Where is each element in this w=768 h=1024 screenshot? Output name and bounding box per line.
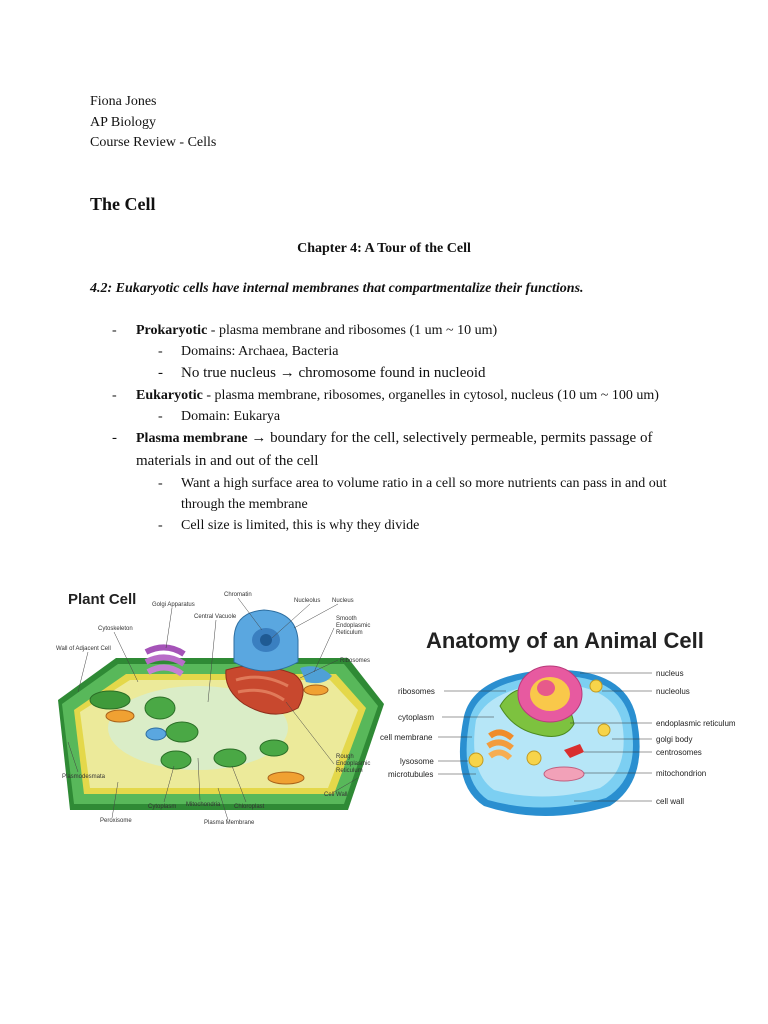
lysosome-shape (598, 724, 610, 736)
bullet-list (90, 320, 690, 536)
label-cell-wall: cell wall (656, 797, 685, 806)
chloroplast-shape (260, 740, 288, 756)
svg-text:Reticulum: Reticulum (336, 630, 363, 636)
label-cytoplasm: cytoplasm (398, 713, 435, 722)
svg-text:Endoplasmic: Endoplasmic (336, 623, 371, 629)
course-name: AP Biology (90, 114, 156, 130)
lysosome-shape (527, 751, 541, 765)
label-cytoskeleton: Cytoskeleton (98, 626, 133, 632)
label-chloroplast: Chloroplast (234, 804, 265, 810)
chapter-heading: Chapter 4: A Tour of the Cell (297, 241, 471, 256)
sub-item: - Domain: Eukarya (158, 409, 281, 424)
label-plasma-membrane: Plasma Membrane (204, 820, 255, 826)
label-mitochondrion: mitochondrion (656, 769, 707, 778)
label-cytoplasm: Cytoplasm (148, 804, 177, 810)
label-microtubules: microtubules (388, 770, 434, 779)
svg-text:Reticulum: Reticulum (336, 768, 363, 774)
label-plasmodesmata: Plasmodesmata (62, 774, 106, 780)
label-ribosomes: Ribosomes (340, 658, 371, 664)
mitochondria-shape (304, 685, 328, 695)
sub-item: - Cell size is limited, this is why they divide (158, 518, 420, 533)
sub-item: - Want a high surface area to volume ratio in a cell so more nutrients can pass in and out through the membrane (158, 476, 667, 512)
mitochondria-shape (106, 710, 134, 722)
label-wall-adjacent: Wall of Adjacent Cell (56, 646, 111, 652)
list-item-plasma-membrane: - Plasma membrane → boundary for the cell, selectively permeable, permits passage of materials in and out of the cell (112, 430, 653, 469)
mitochondria-shape (268, 772, 304, 784)
label-chromatin: Chromatin (224, 592, 252, 598)
list-item-eukaryotic: - Eukaryotic - plasma membrane, ribosomes, organelles in cytosol, nucleus (10 um ~ 100 um) (112, 388, 659, 403)
label-central-vacuole: Central Vacuole (194, 614, 237, 620)
term-eukaryotic: Eukaryotic (136, 388, 203, 403)
chloroplast-shape (90, 691, 130, 709)
label-lysosome: lysosome (400, 757, 434, 766)
plant-cell-title: Plant Cell (68, 591, 137, 608)
animal-cell-figure (374, 620, 754, 830)
lysosome-shape (469, 753, 483, 767)
label-smooth-er: Smooth (336, 616, 357, 622)
label-cell-wall: Cell Wall (324, 792, 348, 798)
nucleus-shape (234, 610, 298, 671)
nucleus-shape (518, 666, 582, 722)
label-cell-membrane: cell membrane (380, 733, 433, 742)
label-ribosomes: ribosomes (398, 687, 435, 696)
chloroplast-shape (161, 751, 191, 769)
label-mitochondria: Mitochondria (186, 802, 221, 808)
label-nucleus: nucleus (656, 669, 684, 678)
term-prokaryotic: Prokaryotic (136, 323, 208, 338)
chloroplast-shape (214, 749, 246, 767)
chloroplast-shape (166, 722, 198, 742)
label-nucleolus: Nucleolus (294, 598, 321, 604)
mitochondria-shape (544, 767, 584, 781)
svg-text:Endoplasmic: Endoplasmic (336, 761, 371, 767)
label-centrosomes: centrosomes (656, 748, 702, 757)
plant-cell-figure (48, 582, 388, 832)
document-header (90, 92, 216, 154)
label-golgi: golgi body (656, 735, 693, 744)
label-nucleus: Nucleus (332, 598, 354, 604)
section-heading: 4.2: Eukaryotic cells have internal membranes that compartmentalize their functions. (90, 281, 584, 296)
label-nucleolus: nucleolus (656, 687, 690, 696)
list-item-prokaryotic: - Prokaryotic - plasma membrane and ribosomes (1 um ~ 10 um) (112, 323, 498, 338)
page-title: The Cell (90, 194, 156, 214)
label-peroxisome: Peroxisome (100, 818, 132, 824)
label-rough-er: Rough (336, 754, 354, 760)
chloroplast-shape (145, 697, 175, 719)
review-title: Course Review - Cells (90, 135, 217, 150)
sub-item: - No true nucleus → chromosome found in nucleoid (158, 365, 486, 381)
sub-item: - Domains: Archaea, Bacteria (158, 344, 339, 359)
mitochondria-shape (146, 728, 166, 740)
label-er: endoplasmic reticulum (656, 719, 736, 728)
term-plasma-membrane: Plasma membrane (136, 431, 248, 446)
lysosome-shape (590, 680, 602, 692)
animal-cell-title: Anatomy of an Animal Cell (426, 628, 704, 653)
author-name: Fiona Jones (90, 94, 157, 109)
label-golgi: Golgi Apparatus (152, 602, 195, 608)
